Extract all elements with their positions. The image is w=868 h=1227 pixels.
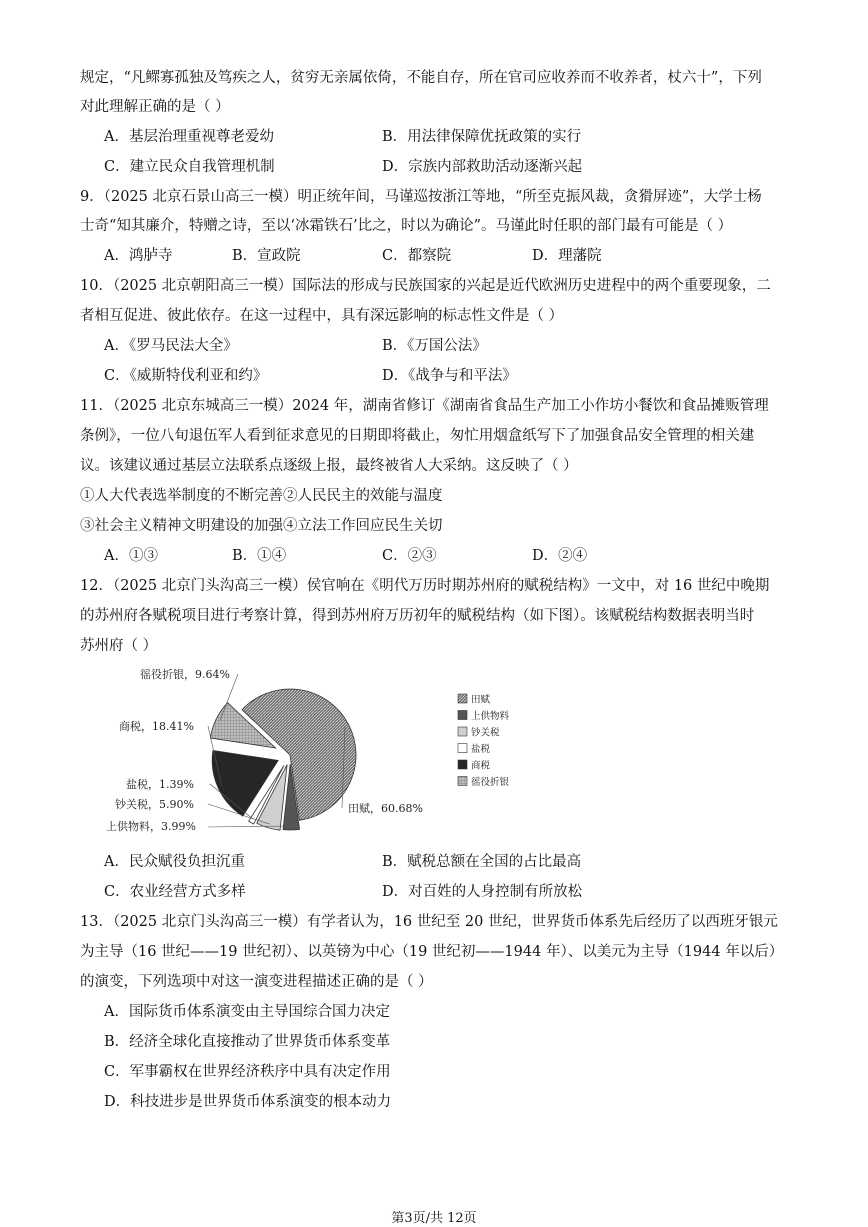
option-c[interactable]: C．《威斯特伐利亚和约》 bbox=[104, 368, 268, 384]
option-a[interactable]: A．①③ bbox=[104, 548, 158, 564]
question-11-statements: ③社会主义精神文明建设的加强④立法工作回应民生关切 bbox=[80, 518, 443, 534]
question-10-line: 10．（2025 北京朝阳高三一模）国际法的形成与民族国家的兴起是近代欧洲历史进程中的两个重要现象，二 bbox=[80, 278, 771, 294]
question-13-line: 的演变，下列选项中对这一演变进程描述正确的是（ ） bbox=[80, 974, 433, 990]
question-9-line: 士奇“知其廉介，特赠之诗，至以‘冰霜铁石’比之，时以为确论”。马谨此时任职的部门最有可能是（ ） bbox=[80, 218, 733, 234]
question-text-line: 对此理解正确的是（ ） bbox=[80, 99, 230, 115]
option-c[interactable]: C．建立民众自我管理机制 bbox=[104, 159, 275, 175]
pie-slice-1 bbox=[242, 689, 356, 820]
question-13-line: 13．（2025 北京门头沟高三一模）有学者认为，16 世纪至 20 世纪，世界货币体系先后经历了以西班牙银元 bbox=[80, 914, 778, 930]
question-13-line: 为主导（16 世纪——19 世纪初）、以英镑为中心（19 世纪初——1944 年）、以美元为主导（1944 年以后） bbox=[80, 944, 784, 960]
legend-label: 徭役折银 bbox=[471, 777, 510, 788]
legend-swatch bbox=[458, 694, 467, 703]
legend-swatch bbox=[458, 777, 467, 786]
pie-data-label: 盐税，1.39% bbox=[126, 778, 194, 791]
pie-data-label: 商税，18.41% bbox=[119, 720, 194, 733]
legend-label: 田赋 bbox=[471, 694, 491, 706]
option-c[interactable]: C．农业经营方式多样 bbox=[104, 884, 246, 900]
pie-data-label: 钞关税，5.90% bbox=[115, 798, 194, 811]
question-11-statements: ①人大代表选举制度的不断完善②人民民主的效能与温度 bbox=[80, 488, 443, 504]
legend-label: 钞关税 bbox=[471, 727, 500, 739]
legend-swatch bbox=[458, 760, 467, 769]
question-11-line: 11．（2025 北京东城高三一模）2024 年，湖南省修订《湖南省食品生产加工小作坊小餐饮和食品摊贩管理 bbox=[80, 398, 769, 414]
question-11-line: 条例》，一位八旬退伍军人看到征求意见的日期即将截止，匆忙用烟盒纸写下了加强食品安全管理的相关建 bbox=[80, 428, 755, 444]
option-c[interactable]: C．军事霸权在世界经济秩序中具有决定作用 bbox=[104, 1064, 391, 1080]
legend-label: 商税 bbox=[471, 760, 491, 772]
option-b[interactable]: B．《万国公法》 bbox=[382, 338, 487, 354]
option-d[interactable]: D．对百姓的人身控制有所放松 bbox=[382, 884, 583, 900]
legend-label: 盐税 bbox=[471, 744, 491, 755]
legend-swatch bbox=[458, 711, 467, 720]
question-12-line: 苏州府（ ） bbox=[80, 638, 158, 654]
option-d[interactable]: D．《战争与和平法》 bbox=[382, 368, 517, 384]
option-b[interactable]: B．经济全球化直接推动了世界货币体系变革 bbox=[104, 1034, 391, 1050]
pie-data-label: 徭役折银，9.64% bbox=[140, 668, 230, 681]
tax-structure-pie-chart bbox=[80, 660, 540, 840]
pie-data-label: 上供物料，3.99% bbox=[106, 820, 196, 833]
question-text-line: 规定，“凡鳏寡孤独及笃疾之人，贫穷无亲属依倚，不能自存，所在官司应收养而不收养者，杖六十”，下列 bbox=[80, 70, 762, 86]
option-c[interactable]: C．都察院 bbox=[382, 248, 452, 264]
pie-data-label: 田赋，60.68% bbox=[348, 802, 423, 815]
question-9-line: 9．（2025 北京石景山高三一模）明正统年间，马谨巡按浙江等地，“所至克振风裁，贪猾屏迹”，大学士杨 bbox=[80, 189, 762, 205]
legend-swatch bbox=[458, 727, 467, 736]
option-a[interactable]: A．《罗马民法大全》 bbox=[104, 338, 238, 354]
option-b[interactable]: B．用法律保障优抚政策的实行 bbox=[382, 129, 582, 145]
page-number-footer: 第3页/共 12页 bbox=[391, 1211, 477, 1226]
option-d[interactable]: D．宗族内部救助活动逐渐兴起 bbox=[382, 159, 583, 175]
legend-label: 上供物料 bbox=[471, 711, 510, 722]
question-10-line: 者相互促进、彼此依存。在这一过程中，具有深远影响的标志性文件是（ ） bbox=[80, 308, 564, 324]
option-a[interactable]: A．民众赋役负担沉重 bbox=[104, 854, 245, 870]
option-a[interactable]: A．鸿胪寺 bbox=[104, 248, 173, 264]
option-d[interactable]: D．理藩院 bbox=[532, 248, 602, 264]
question-12-line: 的苏州府各赋税项目进行考察计算，得到苏州府万历初年的赋税结构（如下图）。该赋税结构数据表明当时 bbox=[80, 608, 755, 624]
question-11-line: 议。该建议通过基层立法联系点逐级上报，最终被省人大采纳。这反映了（ ） bbox=[80, 458, 578, 474]
legend-swatch bbox=[458, 744, 467, 753]
option-b[interactable]: B．①④ bbox=[232, 548, 287, 564]
option-c[interactable]: C．②③ bbox=[382, 548, 437, 564]
question-12-line: 12．（2025 北京门头沟高三一模）侯官响在《明代万历时期苏州府的赋税结构》一文中，对 16 世纪中晚期 bbox=[80, 578, 770, 594]
option-b[interactable]: B．宣政院 bbox=[232, 248, 301, 264]
option-d[interactable]: D．科技进步是世界货币体系演变的根本动力 bbox=[104, 1094, 392, 1110]
option-b[interactable]: B．赋税总额在全国的占比最高 bbox=[382, 854, 582, 870]
option-a[interactable]: A．基层治理重视尊老爱幼 bbox=[104, 129, 274, 145]
pie-chart-svg bbox=[80, 660, 540, 840]
option-d[interactable]: D．②④ bbox=[532, 548, 588, 564]
option-a[interactable]: A．国际货币体系演变由主导国综合国力决定 bbox=[104, 1004, 390, 1020]
